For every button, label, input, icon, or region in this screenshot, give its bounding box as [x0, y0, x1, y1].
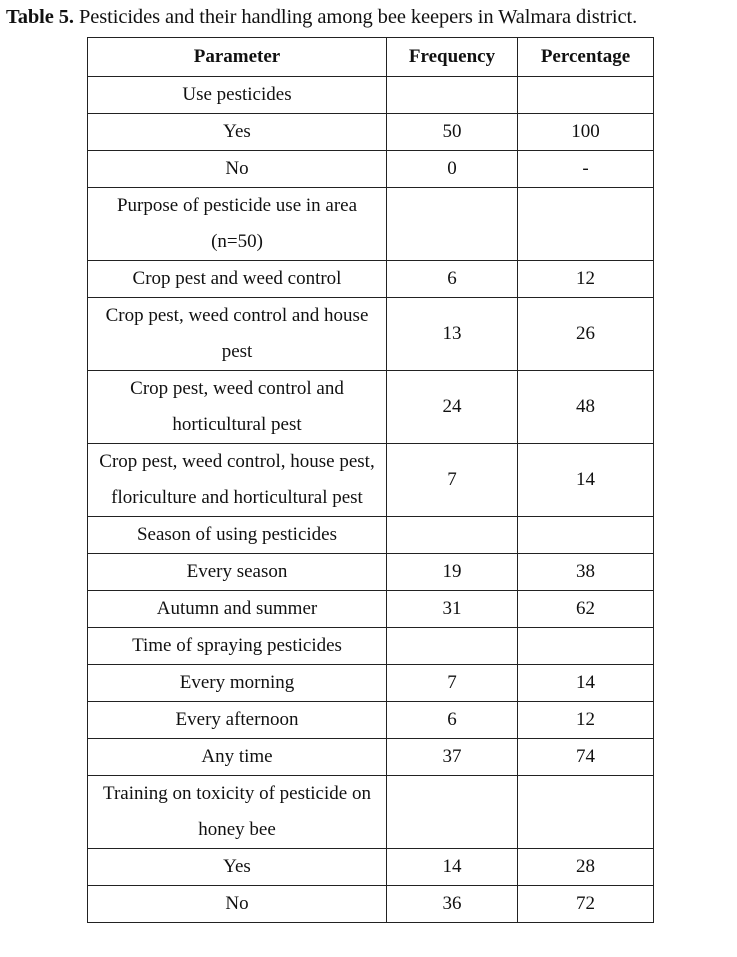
cell-frequency: 36 [387, 886, 518, 923]
table-row [88, 151, 654, 188]
cell-parameter: Season of using pesticides [88, 517, 387, 554]
table-row [88, 886, 654, 923]
cell-percentage: 14 [518, 665, 654, 702]
table-row [88, 628, 654, 665]
table-row [88, 591, 654, 628]
cell-parameter: Yes [88, 849, 387, 886]
cell-frequency: 24 [387, 371, 518, 444]
table-row [88, 114, 654, 151]
table-row [88, 554, 654, 591]
cell-percentage: 26 [518, 298, 654, 371]
table-row [88, 517, 654, 554]
cell-parameter: No [88, 886, 387, 923]
cell-frequency: 6 [387, 702, 518, 739]
cell-percentage: - [518, 151, 654, 188]
cell-percentage: 12 [518, 261, 654, 298]
table-row [88, 188, 654, 261]
cell-frequency: 6 [387, 261, 518, 298]
cell-percentage: 28 [518, 849, 654, 886]
cell-percentage [518, 188, 654, 261]
cell-frequency: 31 [387, 591, 518, 628]
cell-parameter: Training on toxicity of pesticide on honey bee [88, 776, 387, 849]
table-row [88, 444, 654, 517]
table-row [88, 665, 654, 702]
cell-parameter: Every season [88, 554, 387, 591]
cell-percentage [518, 77, 654, 114]
cell-frequency: 13 [387, 298, 518, 371]
table-row [88, 702, 654, 739]
cell-frequency [387, 517, 518, 554]
cell-percentage: 38 [518, 554, 654, 591]
table-caption-label: Table 5. [6, 6, 74, 28]
cell-percentage: 72 [518, 886, 654, 923]
cell-frequency: 19 [387, 554, 518, 591]
table-body [88, 77, 654, 923]
cell-parameter: Time of spraying pesticides [88, 628, 387, 665]
header-frequency: Frequency [387, 38, 518, 77]
cell-percentage: 62 [518, 591, 654, 628]
cell-frequency [387, 776, 518, 849]
cell-parameter: Crop pest, weed control and horticultural pest [88, 371, 387, 444]
cell-percentage [518, 628, 654, 665]
table-row [88, 776, 654, 849]
cell-percentage: 12 [518, 702, 654, 739]
table-row [88, 298, 654, 371]
table-caption-text: Pesticides and their handling among bee keepers in Walmara district. [73, 6, 638, 28]
cell-parameter: Autumn and summer [88, 591, 387, 628]
cell-percentage: 100 [518, 114, 654, 151]
cell-parameter: Every afternoon [88, 702, 387, 739]
cell-frequency: 37 [387, 739, 518, 776]
table-row [88, 739, 654, 776]
pesticide-table [87, 37, 654, 923]
header-percentage: Percentage [518, 38, 654, 77]
table-row [88, 849, 654, 886]
cell-frequency: 7 [387, 444, 518, 517]
cell-parameter: Crop pest, weed control and house pest [88, 298, 387, 371]
cell-parameter: Every morning [88, 665, 387, 702]
cell-frequency [387, 188, 518, 261]
cell-percentage [518, 776, 654, 849]
cell-percentage: 48 [518, 371, 654, 444]
cell-parameter: Crop pest and weed control [88, 261, 387, 298]
cell-frequency [387, 77, 518, 114]
cell-parameter: No [88, 151, 387, 188]
cell-parameter: Use pesticides [88, 77, 387, 114]
cell-percentage: 74 [518, 739, 654, 776]
cell-percentage [518, 517, 654, 554]
cell-parameter: Crop pest, weed control, house pest, floriculture and horticultural pest [88, 444, 387, 517]
cell-parameter: Any time [88, 739, 387, 776]
table-row [88, 261, 654, 298]
cell-parameter: Purpose of pesticide use in area (n=50) [88, 188, 387, 261]
table-row [88, 77, 654, 114]
header-row [88, 38, 654, 77]
cell-frequency: 0 [387, 151, 518, 188]
cell-frequency: 50 [387, 114, 518, 151]
cell-frequency [387, 628, 518, 665]
table-row [88, 371, 654, 444]
header-parameter: Parameter [88, 38, 387, 77]
cell-parameter: Yes [88, 114, 387, 151]
cell-percentage: 14 [518, 444, 654, 517]
cell-frequency: 7 [387, 665, 518, 702]
table-caption [6, 4, 736, 30]
cell-frequency: 14 [387, 849, 518, 886]
